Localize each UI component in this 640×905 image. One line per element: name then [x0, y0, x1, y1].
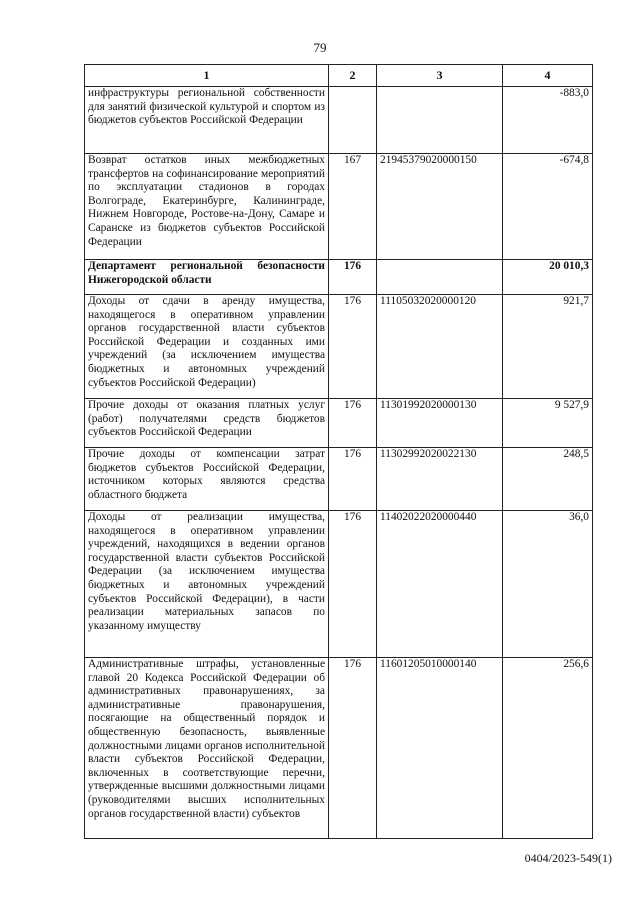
- row-amount: -883,0: [503, 87, 593, 154]
- row-revenue-code: 11105032020000120: [377, 295, 503, 399]
- row-amount: 921,7: [503, 295, 593, 399]
- row-admin-code: 176: [329, 399, 377, 448]
- header-col-1: 1: [85, 65, 329, 87]
- row-description: Доходы от сдачи в аренду имущества, находящегося в оперативном управлении органов государственной власти субъектов Российской Федерации и созданных ими учреждений (за исключением имущества бюджетных и автономных учреждений субъектов Российской Федерации): [85, 295, 329, 399]
- row-description: Прочие доходы от компенсации затрат бюджетов субъектов Российской Федерации, источником которых являются средства областного бюджета: [85, 448, 329, 511]
- row-amount: 248,5: [503, 448, 593, 511]
- row-admin-code: 176: [329, 295, 377, 399]
- row-admin-code: 176: [329, 511, 377, 658]
- page-number: 79: [313, 40, 327, 55]
- row-amount: 20 010,3: [503, 260, 593, 295]
- header-col-3: 3: [377, 65, 503, 87]
- row-revenue-code: 21945379020000150: [377, 154, 503, 260]
- row-description: Департамент региональной безопасности Нижегородской области: [85, 260, 329, 295]
- table-row: [85, 295, 593, 399]
- row-admin-code: [329, 87, 377, 154]
- header-col-2: 2: [329, 65, 377, 87]
- row-admin-code: 176: [329, 260, 377, 295]
- document-number: 0404/2023-549(1): [524, 851, 612, 865]
- row-description: Прочие доходы от оказания платных услуг (работ) получателями средств бюджетов субъектов Российской Федерации: [85, 399, 329, 448]
- row-revenue-code: [377, 260, 503, 295]
- row-revenue-code: 11302992020022130: [377, 448, 503, 511]
- row-description: инфраструктуры региональной собственности для занятий физической культурой и спортом из бюджетов субъектов Российской Федерации: [85, 87, 329, 154]
- revenue-table: [84, 64, 593, 839]
- row-description: Доходы от реализации имущества, находящегося в оперативном управлении учреждений, находящихся в ведении органов государственной власти субъектов Российской Федерации (за исключением имущества бюджетных и автономных учреждений субъектов Российской Федерации), в части реализации материальных запасов по указанному имуществу: [85, 511, 329, 658]
- table-row: [85, 448, 593, 511]
- table-row-department: [85, 260, 593, 295]
- row-amount: 9 527,9: [503, 399, 593, 448]
- row-revenue-code: 11402022020000440: [377, 511, 503, 658]
- table-row: [85, 399, 593, 448]
- table-header-row: [85, 65, 593, 87]
- table-row: [85, 658, 593, 839]
- row-admin-code: 167: [329, 154, 377, 260]
- row-revenue-code: 11301992020000130: [377, 399, 503, 448]
- row-amount: 256,6: [503, 658, 593, 839]
- row-description: Административные штрафы, установленные главой 20 Кодекса Российской Федерации об административных правонарушениях, за административные правонарушения, посягающие на общественный порядок и общественную безопасность, выявленные должностными лицами органов исполнительной власти субъектов Российской Федерации, включенных в соответствующие перечни, утвержденные высшими должностными лицами (руководителями высших исполнительных органов государственной власти) субъектов: [85, 658, 329, 839]
- table-row: [85, 87, 593, 154]
- table-row: [85, 154, 593, 260]
- row-amount: 36,0: [503, 511, 593, 658]
- row-revenue-code: [377, 87, 503, 154]
- row-amount: -674,8: [503, 154, 593, 260]
- row-admin-code: 176: [329, 658, 377, 839]
- row-description: Возврат остатков иных межбюджетных трансфертов на софинансирование мероприятий по эксплуатации стадионов в городах Волгограде, Екатеринбурге, Калининграде, Нижнем Новгороде, Ростове-на-Дону, Самаре и Саранске из бюджетов субъектов Российской Федерации: [85, 154, 329, 260]
- row-revenue-code: 11601205010000140: [377, 658, 503, 839]
- table-row: [85, 511, 593, 658]
- row-admin-code: 176: [329, 448, 377, 511]
- header-col-4: 4: [503, 65, 593, 87]
